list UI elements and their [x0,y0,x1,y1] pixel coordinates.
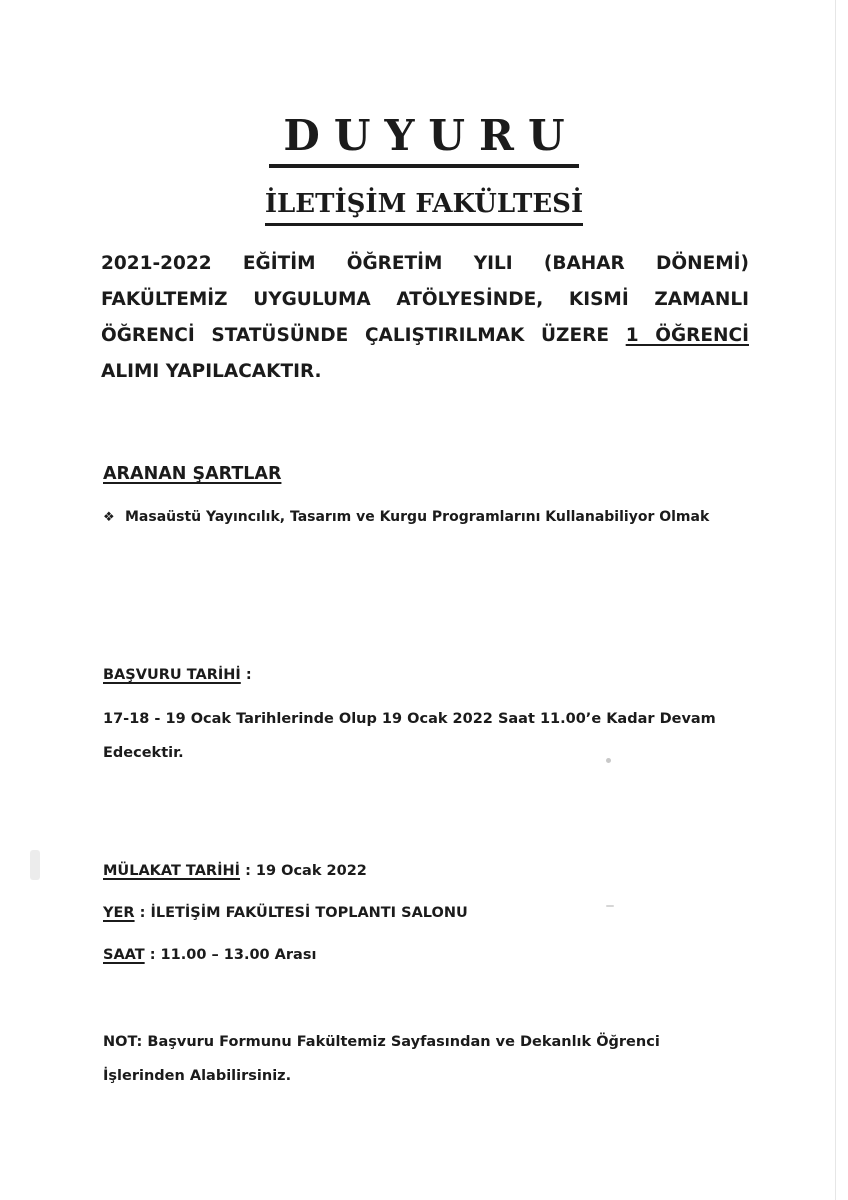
interview-time [103,944,316,966]
faculty-title-text: İLETİŞİM FAKÜLTESİ [265,186,583,226]
application-date-separator: : [240,667,252,683]
application-date-text: 17-18 - 19 Ocak Tarihlerinde Olup 19 Ocak 2022 Saat 11.00’e Kadar Devam Edecektir. [103,711,716,761]
requirements-heading [103,462,281,486]
requirement-item [103,506,709,529]
intro-text-end: ALIMI YAPILACAKTIR. [101,361,322,382]
time-value: : 11.00 – 13.00 Arası [144,947,317,963]
title-text: DUYURU [269,110,578,168]
student-count-highlight: 1 ÖĞRENCİ [625,325,749,346]
faculty-title [0,186,848,226]
page-edge [835,0,836,1200]
announcement-intro [101,246,749,390]
place-label: YER [103,905,135,921]
diamond-bullet-icon: ❖ [103,510,115,525]
place-value: : İLETİŞİM FAKÜLTESİ TOPLANTI SALONU [134,905,468,921]
scan-speck [606,758,611,763]
interview-place [103,902,468,924]
application-date-heading [103,664,252,686]
interview-date [103,860,367,882]
time-label: SAAT [103,947,145,963]
application-date-label: BAŞVURU TARİHİ [103,667,241,683]
interview-date-value: : 19 Ocak 2022 [240,863,367,879]
requirement-text: Masaüstü Yayıncılık, Tasarım ve Kurgu Programlarını Kullanabiliyor Olmak [125,509,710,525]
interview-date-label: MÜLAKAT TARİHİ [103,863,241,879]
requirements-heading-text: ARANAN ŞARTLAR [103,464,282,484]
scan-speck [606,905,614,907]
document-title [0,110,848,168]
scan-speck [30,850,40,880]
note-text: NOT: Başvuru Formunu Fakültemiz Sayfasından ve Dekanlık Öğrenci İşlerinden Alabilirsiniz. [103,1034,660,1084]
intro-text-start: 2021-2022 EĞİTİM ÖĞRETİM YILI (BAHAR DÖNEMİ) FAKÜLTEMİZ UYGULUMA ATÖLYESİNDE, KISMİ ZAMANLI ÖĞRENCİ STATÜSÜNDE ÇALIŞTIRILMAK ÜZERE [101,253,749,346]
